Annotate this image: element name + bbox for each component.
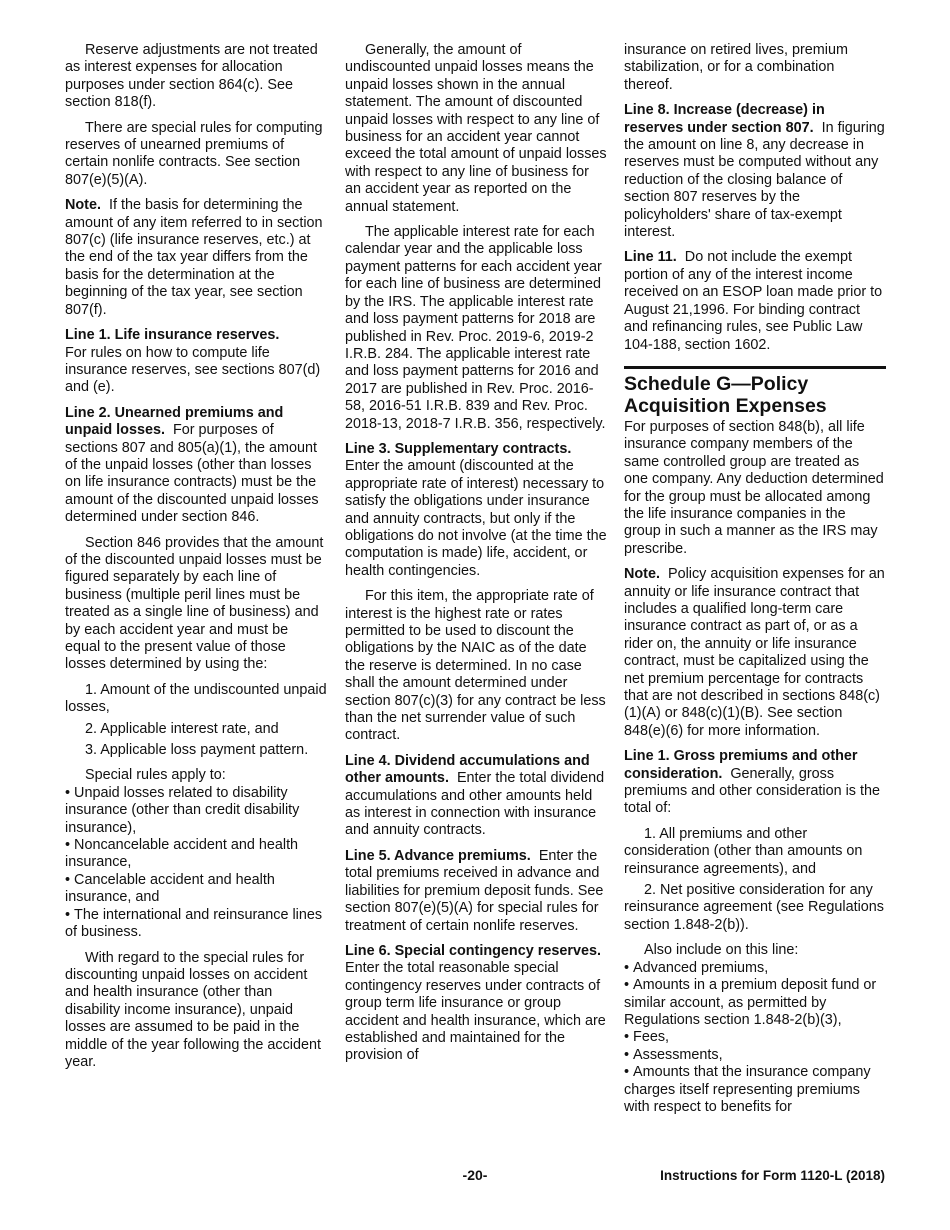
paragraph: There are special rules for computing reserves of unearned premiums of certain nonlife contracts. See section 807(e)(5)(A).	[65, 119, 323, 188]
note-text: If the basis for determining the amount of any item referred to in section 807(c) (life insurance reserves, etc.) at the end of the tax year differs from the basis for the determination at the beginning of the tax year, see section 807(f).	[65, 197, 323, 318]
bullet-item: • Noncancelable accident and health insurance,	[65, 837, 327, 872]
page-number: -20-	[462, 1167, 488, 1183]
note-label: Note.	[624, 566, 660, 583]
column-2	[345, 42, 608, 1073]
bullet-list	[65, 785, 327, 942]
line6-text: Enter the total reasonable special contingency reserves under contracts of group term life insurance or group accident and health insurance, which are established and maintained for the provision of	[345, 960, 606, 1064]
line8-text: In figuring the amount on line 8, any decrease in reserves must be computed without any reduction of the closing balance of section 807 reserves by the policyholders' share of tax-exempt interest.	[624, 119, 885, 241]
paragraph: Reserve adjustments are not treated as interest expenses for allocation purposes under section 864(c). See section 818(f).	[65, 42, 318, 111]
list-item: 2. Applicable interest rate, and	[85, 720, 279, 737]
g1-heading: Line 1. Gross premiums and other consideration.	[624, 748, 858, 782]
line1-text: For rules on how to compute life insurance reserves, see sections 807(d) and (e).	[65, 344, 321, 396]
list-item: 2. Net positive consideration for any reinsurance agreement (see Regulations section 1.848-2(b)).	[624, 882, 884, 933]
line1-paragraph	[65, 327, 327, 397]
bullet-item: • Amounts that the insurance company charges itself representing premiums with respect to benefits for	[624, 1064, 886, 1116]
line6-paragraph	[345, 943, 608, 1065]
bullet-list	[624, 960, 886, 1117]
paragraph: With regard to the special rules for discounting unpaid losses on accident and health insurance (other than disability income insurance), unpaid losses are assumed to be paid in the middle of the year following the accident year.	[65, 949, 321, 1070]
line5-heading: Line 5. Advance premiums.	[345, 847, 531, 864]
list-item: 1. All premiums and other consideration (other than amounts on reinsurance agreements), and	[624, 825, 863, 877]
paragraph: insurance on retired lives, premium stabilization, or for a combination thereof.	[624, 42, 848, 93]
form-title-footer: Instructions for Form 1120-L (2018)	[660, 1168, 885, 1183]
bullet-item: • Assessments,	[624, 1047, 886, 1064]
note-label: Note.	[65, 197, 101, 214]
line11-text: Do not include the exempt portion of any of the interest income received on an ESOP loan made prior to August 21,1996. For binding contract and refinancing rules, see Public Law 104-188, section 1602.	[624, 249, 883, 353]
line11-heading: Line 11.	[624, 249, 677, 266]
bullet-item: • Fees,	[624, 1029, 886, 1046]
bullet-item: • The international and reinsurance lines of business.	[65, 907, 327, 942]
bullet-item: • Cancelable accident and health insurance, and	[65, 872, 327, 907]
line4-text: Enter the total dividend accumulations and other amounts held as interest in connection with insurance and annuity contracts.	[345, 770, 605, 839]
line5-paragraph	[345, 848, 608, 935]
bullet-item: • Unpaid losses related to disability insurance (other than credit disability insurance),	[65, 785, 327, 837]
paragraph: The applicable interest rate for each calendar year and the applicable loss payment patterns for each accident year for each line of business are determined by the IRS. The applicable interest rate and loss payment patterns for 2018 are published in Rev. Proc. 2019-6, 2019-2 I.R.B. 284. The applicable interest rate and loss payment patterns for 2016 and 2017 are published in Rev. Proc. 2016-58, 2016-51 I.R.B. 839 and Rev. Proc. 2018-13, 2018-7 I.R.B. 356, respectively.	[345, 224, 606, 432]
g1-paragraph	[624, 748, 886, 818]
line3-paragraph	[345, 441, 608, 580]
note-paragraph	[65, 197, 327, 319]
paragraph: Section 846 provides that the amount of the discounted unpaid losses must be figured separately by each line of business (multiple peril lines must be treated as a single line of business) and by each accident year and must be equal to the present value of those losses determined by using the:	[65, 534, 324, 673]
note-paragraph	[624, 566, 886, 740]
line8-paragraph	[624, 102, 886, 241]
line4-heading: Line 4. Dividend accumulations and other amounts.	[345, 752, 590, 787]
line6-heading: Line 6. Special contingency reserves.	[345, 942, 601, 959]
line1-heading: Line 1. Life insurance reserves.	[65, 327, 280, 344]
special-intro: Special rules apply to:	[85, 767, 226, 784]
line2-heading: Line 2. Unearned premiums and unpaid losses.	[65, 404, 284, 439]
line4-paragraph	[345, 753, 608, 840]
line11-paragraph	[624, 249, 886, 353]
bullet-item: • Amounts in a premium deposit fund or similar account, as permitted by Regulations section 1.848-2(b)(3),	[624, 977, 886, 1029]
paragraph: For purposes of section 848(b), all life insurance company members of the same controlled group are treated as one company. Any deduction determined for the group must be allocated among the life insurance companies in the group in such a manner as the IRS may prescribe.	[624, 418, 884, 557]
line3-heading: Line 3. Supplementary contracts.	[345, 440, 572, 457]
also-include: Also include on this line:	[644, 942, 799, 959]
paragraph: Generally, the amount of undiscounted unpaid losses means the unpaid losses shown in the annual statement. The amount of discounted unpaid losses with respect to any line of business for an accident year cannot exceed the total amount of unpaid losses with respect to any line of business for an accident year as reported on the annual statement.	[345, 42, 607, 215]
column-1	[65, 42, 327, 1079]
g1-text: Generally, gross premiums and other consideration is the total of:	[624, 765, 880, 817]
line5-text: Enter the total premiums received in advance and liabilities for premium deposit funds. See section 807(e)(5)(A) for special rules for treatment of certain nonlife reserves.	[345, 847, 604, 934]
list-item: 1. Amount of the undiscounted unpaid losses,	[65, 681, 327, 716]
column-3	[624, 42, 886, 1116]
note-text: Policy acquisition expenses for an annuity or life insurance contract that includes a qualified long-term care insurance contract as part of, or as a rider on, the annuity or life insurance contract, must be capitalized using the net premium percentage for contracts that are not described in sections 848(c)(1)(A) or 848(c)(1)(B). See section 848(e)(6) for more information.	[624, 566, 885, 739]
line8-heading: Line 8. Increase (decrease) in reserves under section 807.	[624, 102, 825, 136]
line2-paragraph	[65, 405, 327, 527]
list-item: 3. Applicable loss payment pattern.	[85, 742, 309, 759]
paragraph: For this item, the appropriate rate of interest is the highest rate or rates permitted to be used to discount the obligations by the NAIC as of the date the reserve is determined. In no case shall the amount determined under section 807(c)(3) for any contract be less than the net surrender value of such contract.	[345, 588, 606, 744]
section-divider	[624, 366, 886, 369]
schedule-g-title: Schedule G—Policy Acquisition Expenses	[624, 372, 827, 417]
line2-text: For purposes of sections 807 and 805(a)(1), the amount of the unpaid losses (other than losses on life insurance contracts) must be the amount of the discounted unpaid losses determined under section 846.	[65, 422, 319, 526]
bullet-item: • Advanced premiums,	[624, 960, 886, 977]
line3-text: Enter the amount (discounted at the appropriate rate of interest) necessary to satisfy the obligations under insurance and annuity contracts, but only if the obligations do not involve (at the time the computation is made) life, accident, or health contingencies.	[345, 458, 607, 579]
